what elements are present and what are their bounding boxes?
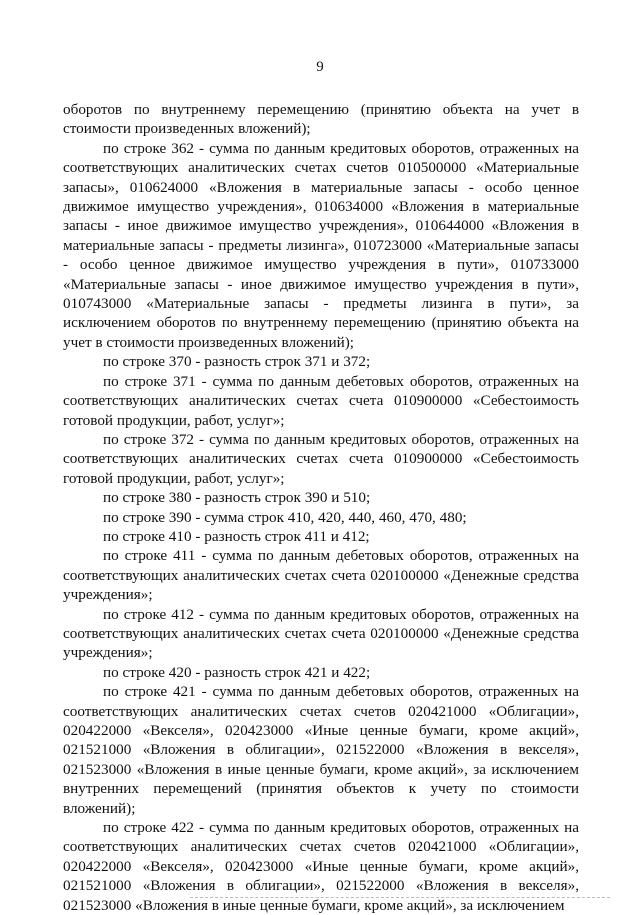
paragraph: оборотов по внутреннему перемещению (принятию объекта на учет в стоимости произведенных вложений);: [63, 101, 579, 138]
paragraph: по строке 370 - разность строк 371 и 372;: [103, 353, 371, 371]
paragraph: по строке 410 - разность строк 411 и 412;: [103, 527, 370, 545]
paragraph: по строке 411 - сумма по данным дебетовых оборотов, отраженных на соответствующих аналитических счетах счета 020100000 «Денежные средства учреждения»;: [63, 547, 579, 604]
scan-edge-line: [190, 897, 610, 898]
paragraph: по строке 421 - сумма по данным дебетовых оборотов, отраженных на соответствующих аналитических счетах счетов 020421000 «Облигации», 020422000 «Векселя», 020423000 «Иные ценные бумаги, кроме акций», 021521000 «Вложения в облигации», 021522000 «Вложения в векселя», 021523000 «Вложения в иные ценные бумаги, кроме акций», за исключением внутренних перемещений (принятия объектов к учету по стоимости вложений);: [63, 683, 579, 817]
paragraph: по строке 380 - разность строк 390 и 510;: [103, 489, 371, 507]
paragraph: по строке 420 - разность строк 421 и 422;: [103, 663, 371, 681]
paragraph: по строке 362 - сумма по данным кредитовых оборотов, отраженных на соответствующих аналитических счетах счетов 010500000 «Материальные запасы», 010624000 «Вложения в материальные запасы - особо ценное движимое имущество учреждения», 010634000 «Вложения в материальные запасы - иное движимое имущество учреждения», 010644000 «Вложения в материальные запасы - предметы лизинга», 010723000 «Материальные запасы - особо ценное движимое имущество учреждения в пути», 010733000 «Материальные запасы - иное движимое имущество учреждения в пути», 010743000 «Материальные запасы - предметы лизинга в пути», за исключением оборотов по внутреннему перемещению (принятию объекта на учет в стоимости произведенных вложений);: [63, 139, 579, 351]
paragraph: по строке 390 - сумма строк 410, 420, 440, 460, 470, 480;: [103, 508, 467, 526]
paragraph: по строке 422 - сумма по данным кредитовых оборотов, отраженных на соответствующих аналитических счетах счетов 020421000 «Облигации», 020422000 «Векселя», 020423000 «Иные ценные бумаги, кроме акций», 021521000 «Вложения в облигации», 021522000 «Вложения в векселя», 021523000 «Вложения в иные ценные бумаги, кроме акций», за исключением: [63, 819, 579, 914]
document-body: [63, 100, 579, 915]
paragraph: по строке 412 - сумма по данным кредитовых оборотов, отраженных на соответствующих аналитических счетах счета 020100000 «Денежные средства учреждения»;: [63, 605, 579, 662]
paragraph: по строке 371 - сумма по данным дебетовых оборотов, отраженных на соответствующих аналитических счетах счета 010900000 «Себестоимость готовой продукции, работ, услуг»;: [63, 372, 579, 429]
paragraph: по строке 372 - сумма по данным кредитовых оборотов, отраженных на соответствующих аналитических счетах счета 010900000 «Себестоимость готовой продукции, работ, услуг»;: [63, 430, 579, 487]
page-number: 9: [316, 59, 324, 75]
